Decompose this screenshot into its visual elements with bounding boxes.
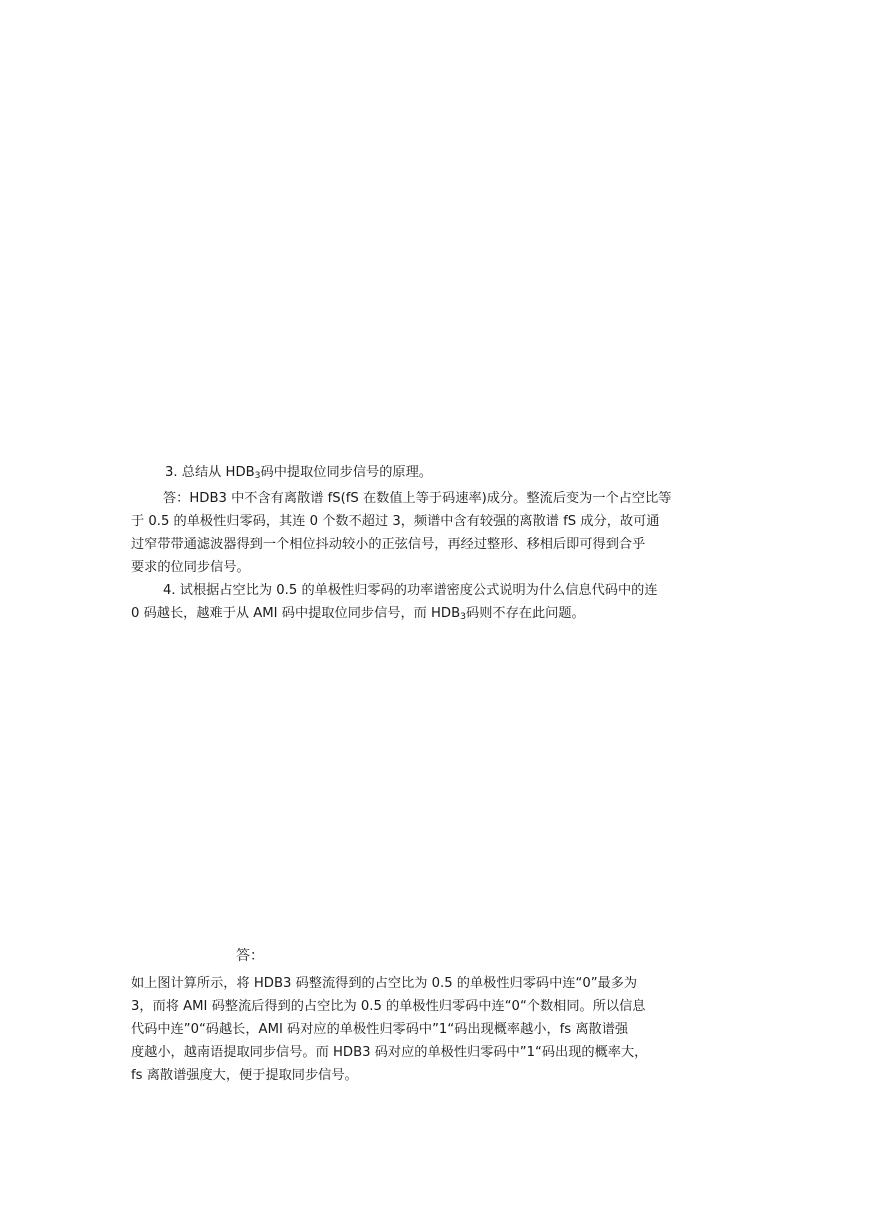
answer-4-line: 度越小，越南语提取同步信号。而 HDB3 码对应的单极性归零码中”1“码出现的概率大，: [131, 1045, 648, 1060]
answer-4-line: 如上图计算所示，将 HDB3 码整流得到的占空比为 0.5 的单极性归零码中连“0”最多为: [131, 976, 638, 991]
answer-3-line: 于 0.5 的单极性归零码，其连 0 个数不超过 3，频谱中含有较强的离散谱 fS 成分，故可通: [131, 513, 660, 529]
question-3: [131, 461, 741, 579]
answer-4-line: 代码中连”0“码越长，AMI 码对应的单极性归零码中”1“码出现概率越小，fs 离散谱强: [131, 1022, 629, 1037]
question-3-title-prefix: 3. 总结从 HDB: [165, 465, 255, 480]
question-4-line2-prefix: 0 码越长，越难于从 AMI 码中提取位同步信号，而 HDB: [131, 606, 461, 621]
question-3-title-suffix: 码中提取位同步信号的原理。: [260, 465, 432, 480]
subscript: 3: [254, 469, 261, 481]
answer-4-label: 答：: [236, 948, 264, 964]
question-4-line: [131, 602, 741, 628]
answer-4-line: fs 离散谱强度大，便于提取同步信号。: [131, 1068, 358, 1083]
question-4-line: 4. 试根据占空比为 0.5 的单极性归零码的功率谱密度公式说明为什么信息代码中的连: [163, 583, 658, 598]
question-3-title: [131, 461, 741, 487]
answer-3-line: 过窄带带通滤波器得到一个相位抖动较小的正弦信号，再经过整形、移相后即可得到合乎: [131, 536, 646, 552]
question-4: [131, 579, 741, 628]
answer-3-line: 要求的位同步信号。: [131, 559, 250, 575]
answer-3-line: 答：HDB3 中不含有离散谱 fS(fS 在数值上等于码速率)成分。整流后变为一个占空比等: [163, 490, 672, 506]
answer-4: [131, 972, 741, 1087]
question-4-line2-suffix: 码则不存在此问题。: [466, 606, 585, 621]
answer-4-line: 3，而将 AMI 码整流后得到的占空比为 0.5 的单极性归零码中连“0“个数相同。所以信息: [131, 999, 646, 1014]
subscript: 3: [460, 610, 467, 622]
